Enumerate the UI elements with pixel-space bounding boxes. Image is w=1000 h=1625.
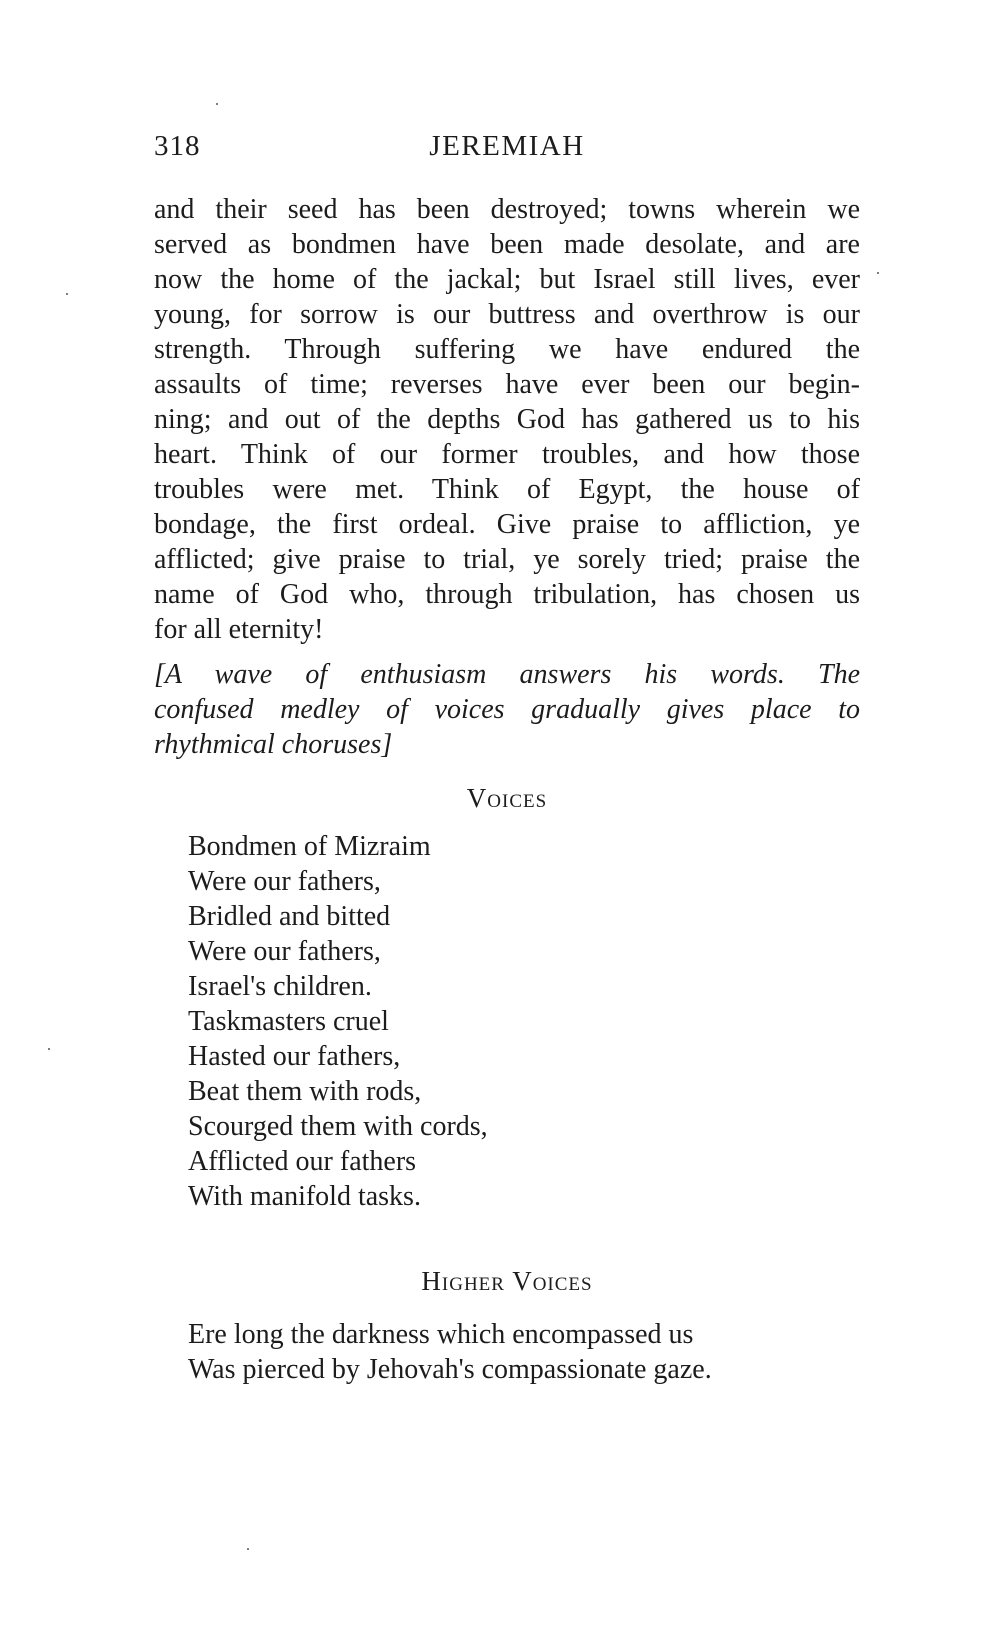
verse-line: Was pierced by Jehovah's compassionate gaze. <box>188 1354 712 1385</box>
verse-line: With manifold tasks. <box>188 1181 421 1212</box>
speaker-heading-higher-voices: Higher Voices <box>421 1266 593 1296</box>
paper-speck <box>48 1048 50 1050</box>
verse-line: Taskmasters cruel <box>188 1006 389 1037</box>
page-number: 318 <box>154 130 201 162</box>
prose-line: strength. Through suffering we have endured the <box>154 334 860 365</box>
verse-line: Scourged them with cords, <box>188 1111 488 1142</box>
prose-line: afflicted; give praise to trial, ye sorely tried; praise the <box>154 544 860 575</box>
stage-direction-line: confused medley of voices gradually gives place to <box>154 694 860 725</box>
paper-speck <box>247 1548 249 1550</box>
verse-line: Beat them with rods, <box>188 1076 422 1107</box>
verse-line: Were our fathers, <box>188 936 381 967</box>
verse-higher-voices <box>188 1317 868 1387</box>
stage-direction <box>154 657 860 762</box>
verse-line: Hasted our fathers, <box>188 1041 401 1072</box>
stage-direction-line: rhythmical choruses] <box>154 729 393 760</box>
prose-line: now the home of the jackal; but Israel still lives, ever <box>154 264 860 295</box>
prose-line: heart. Think of our former troubles, and how those <box>154 439 860 470</box>
prose-line: assaults of time; reverses have ever been our begin- <box>154 369 860 400</box>
paper-speck <box>216 103 218 105</box>
verse-line: Israel's children. <box>188 971 372 1002</box>
speaker-heading-voices: Voices <box>466 783 548 813</box>
verse-line: Afflicted our fathers <box>188 1146 417 1177</box>
paper-speck <box>66 293 68 295</box>
page-header <box>154 130 860 170</box>
paper-speck <box>877 272 879 274</box>
running-title: JEREMIAH <box>429 130 585 162</box>
prose-line: bondage, the first ordeal. Give praise to affliction, ye <box>154 509 860 540</box>
prose-line: ning; and out of the depths God has gathered us to his <box>154 404 860 435</box>
prose-line: and their seed has been destroyed; towns wherein we <box>154 194 860 225</box>
prose-line: served as bondmen have been made desolate, and are <box>154 229 860 260</box>
stage-direction-line: [A wave of enthusiasm answers his words. The <box>154 659 860 690</box>
prose-paragraph <box>154 192 860 647</box>
verse-line: Ere long the darkness which encompassed us <box>188 1319 694 1350</box>
prose-line: name of God who, through tribulation, has chosen us <box>154 579 860 610</box>
prose-line: young, for sorrow is our buttress and overthrow is our <box>154 299 860 330</box>
verse-line: Bridled and bitted <box>188 901 391 932</box>
verse-line: Bondmen of Mizraim <box>188 831 431 862</box>
verse-line: Were our fathers, <box>188 866 381 897</box>
verse-voices <box>188 829 868 1214</box>
prose-line: for all eternity! <box>154 614 324 645</box>
prose-line: troubles were met. Think of Egypt, the house of <box>154 474 860 505</box>
